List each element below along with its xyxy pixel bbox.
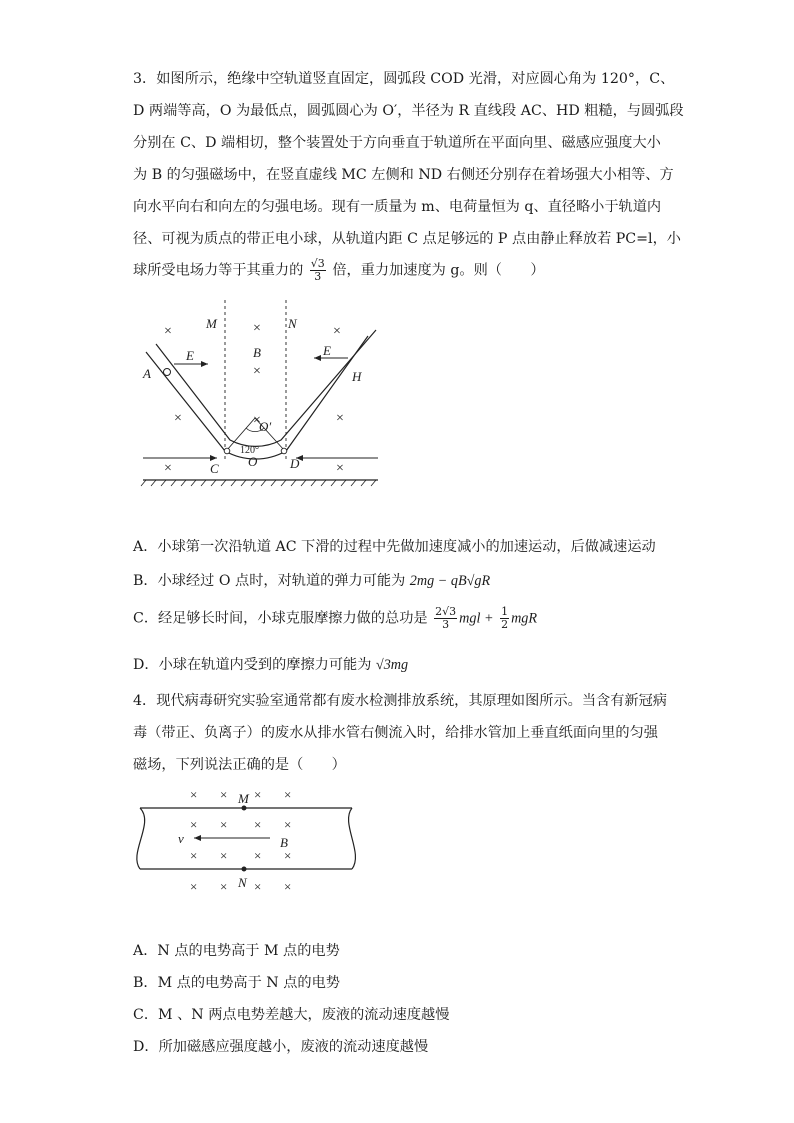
q3-line-7 — [133, 258, 545, 283]
label-C: C — [210, 461, 219, 476]
cross: × — [220, 879, 228, 894]
cross: × — [284, 817, 292, 832]
label-O: O — [248, 454, 258, 469]
option-D-text: D．小球在轨道内受到的摩擦力可能为 — [133, 657, 372, 673]
q3-option-D — [133, 654, 408, 674]
cross: × — [164, 324, 172, 339]
cross: × — [254, 848, 262, 863]
point-D-marker — [281, 448, 287, 454]
label-H: H — [352, 369, 362, 384]
cross: × — [190, 879, 198, 894]
q4-pipe-figure — [130, 783, 360, 898]
option-C-mid: mgl + — [459, 610, 494, 627]
q3-line-3: 分别在 C、D 端相切，整个装置处于方向垂直于轨道所在平面向里、磁感应强度大小 — [133, 135, 661, 151]
q4-option-D: D．所加磁感应强度越小，废液的流动速度越慢 — [133, 1039, 429, 1055]
cross: × — [190, 817, 198, 832]
point-C-marker — [224, 448, 230, 454]
q4-line-2: 毒（带正、负离子）的废水从排水管右侧流入时，给排水管加上垂直纸面向里的匀强 — [133, 725, 658, 741]
sqrt3-over-3-fraction — [310, 258, 326, 283]
label-E-right: E — [323, 343, 331, 358]
label-angle: 120° — [240, 445, 259, 456]
cross: × — [254, 879, 262, 894]
pipe-right-end — [349, 808, 356, 869]
option-C-text: C．经足够长时间，小球克服摩擦力做的总功是 — [133, 610, 428, 627]
q3-line-4: 为 B 的匀强磁场中，在竖直虚线 MC 左侧和 ND 右侧还分别存在着场强大小相等、方 — [133, 167, 674, 183]
label-E-left: E — [186, 348, 194, 363]
cross: × — [254, 817, 262, 832]
q4-option-A: A．N 点的电势高于 M 点的电势 — [133, 943, 340, 959]
q3-option-C — [133, 606, 537, 631]
point-N — [242, 867, 247, 872]
q3-line-2: D 两端等高，O 为最低点，圆弧圆心为 O′，半径为 R 直线段 AC、HD 粗糙，与圆弧段 — [133, 103, 684, 119]
label-A: A — [143, 366, 151, 381]
option-C-end: mgR — [511, 610, 538, 627]
label-B: B — [253, 345, 261, 360]
cross: × — [220, 787, 228, 802]
q3-line-6: 径、可视为质点的带正电小球，从轨道内距 C 点足够远的 P 点由静止释放若 PC=l，小 — [133, 231, 681, 247]
cross: × — [253, 321, 261, 336]
label-B: B — [280, 835, 288, 850]
q3-line-7-after: 倍，重力加速度为 g。则（ ） — [332, 262, 545, 279]
q3-line-7-before: 球所受电场力等于其重力的 — [133, 262, 304, 279]
label-D: D — [290, 456, 300, 471]
cross: × — [164, 461, 172, 476]
option-D-formula: √3mg — [375, 657, 409, 673]
label-N: N — [238, 875, 247, 890]
cross: × — [190, 787, 198, 802]
cross: × — [220, 848, 228, 863]
point-M — [242, 806, 247, 811]
label-v: v — [178, 831, 184, 846]
option-C-fraction-1: $\frac{2√3}{3}$ — [435, 605, 457, 631]
q4-line-3: 磁场，下列说法正确的是（ ） — [133, 757, 346, 773]
fraction-denominator: 3 — [314, 270, 322, 283]
q4-option-C: C．M 、N 两点电势差越大，废液的流动速度越慢 — [133, 1007, 450, 1023]
q4-option-B: B．M 点的电势高于 N 点的电势 — [133, 975, 340, 991]
cross: × — [284, 848, 292, 863]
q3-line-5: 向水平向右和向左的匀强电场。现有一质量为 m、电荷量恒为 q、直径略小于轨道内 — [133, 199, 662, 215]
cross: × — [333, 324, 341, 339]
label-M: M — [206, 316, 217, 331]
cross: × — [284, 787, 292, 802]
q3-option-A: A．小球第一次沿轨道 AC 下滑的过程中先做加速度减小的加速运动，后做减速运动 — [133, 539, 656, 555]
q3-track-figure — [138, 300, 388, 490]
option-B-text: B．小球经过 O 点时，对轨道的弹力可能为 — [133, 573, 406, 589]
q3-option-B — [133, 570, 490, 590]
cross: × — [284, 879, 292, 894]
label-O-prime: O′ — [259, 419, 272, 434]
label-N: N — [288, 316, 297, 331]
cross: × — [336, 411, 344, 426]
cross: × — [253, 364, 261, 379]
q3-line-1: 3．如图所示，绝缘中空轨道竖直固定，圆弧段 COD 光滑，对应圆心角为 120°，C、 — [133, 71, 675, 87]
fraction-numerator: √3 — [310, 257, 325, 270]
option-B-formula: 2mg − qB√gR — [409, 573, 491, 589]
ground-hatching — [141, 480, 376, 486]
q4-line-1: 4．现代病毒研究实验室通常都有废水检测排放系统，其原理如图所示。当含有新冠病 — [133, 693, 667, 709]
cross: × — [190, 848, 198, 863]
cross: × — [220, 817, 228, 832]
ball-at-A — [164, 369, 171, 376]
cross: × — [254, 787, 262, 802]
cross: × — [336, 461, 344, 476]
pipe-left-end — [137, 808, 145, 869]
cross: × — [253, 413, 261, 428]
option-C-fraction-2: $\frac{1}{2}$ — [501, 605, 509, 631]
label-M: M — [238, 791, 249, 806]
cross: × — [174, 411, 182, 426]
